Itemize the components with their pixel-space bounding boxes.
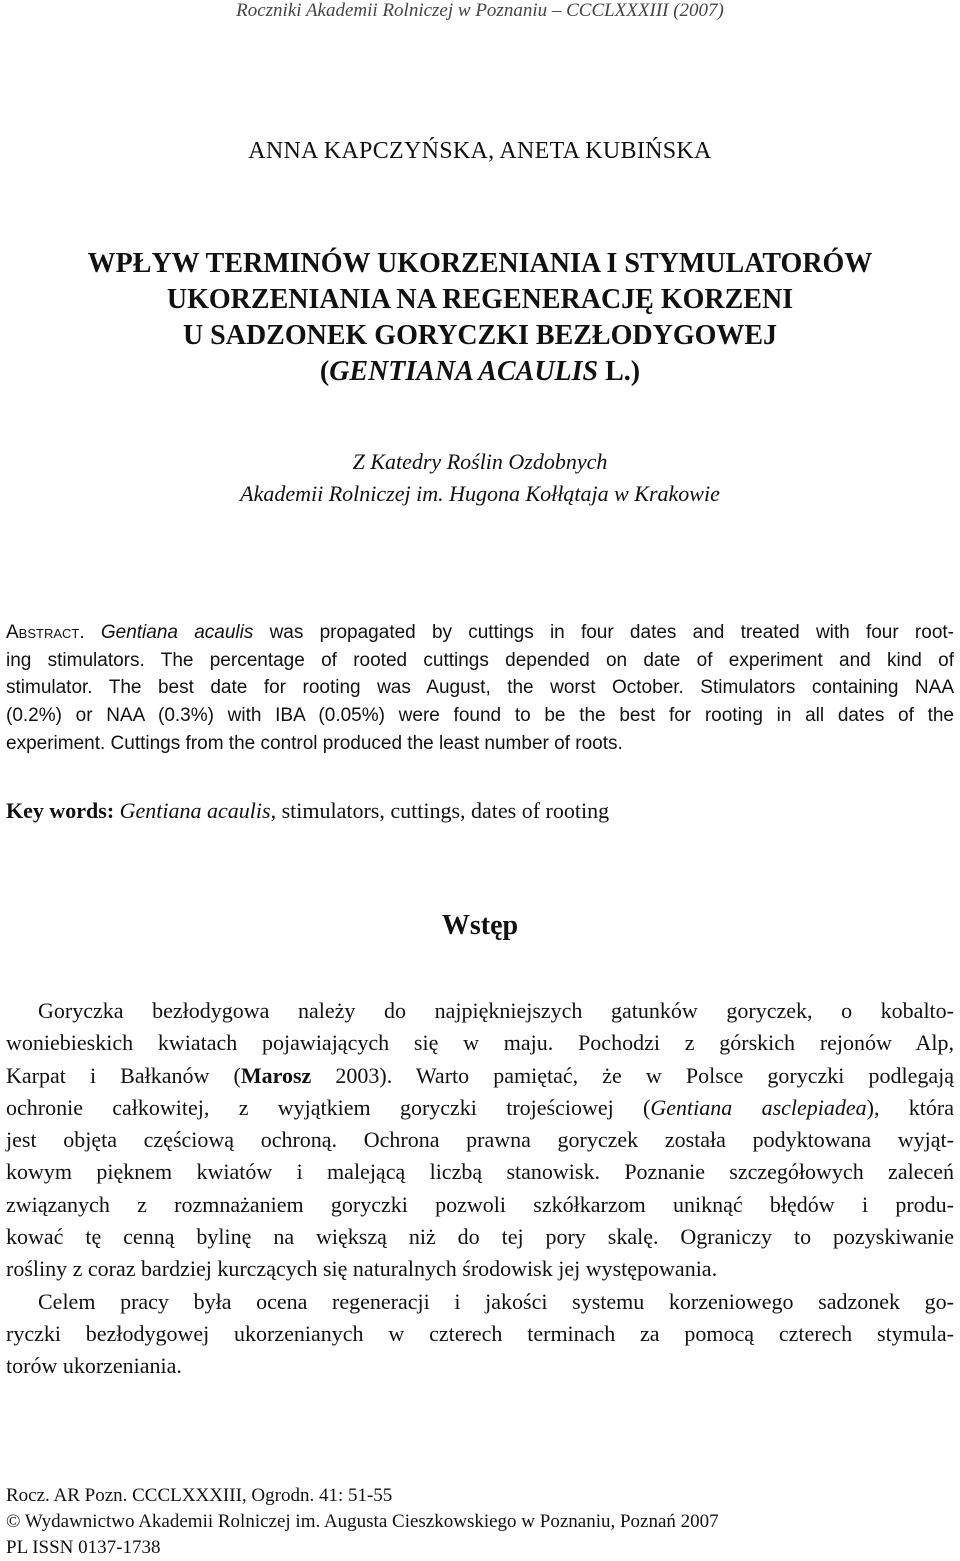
title-paren-close: L.) (598, 356, 641, 387)
abstract-line-4: (0.2%) or NAA (0.3%) with IBA (0.05%) were found to be the best for rooting in all dates of the (6, 705, 954, 727)
footer-issn: PL ISSN 0137-1738 (6, 1537, 161, 1558)
affiliation (0, 446, 960, 510)
citation-author: Marosz (240, 1062, 312, 1088)
keywords-label: Key words: (6, 798, 115, 823)
intro-line-6: kowym pięknem kwiatów i malejącą liczbą stanowisk. Poznanie szczegółowych zaleceń (6, 1159, 954, 1185)
intro-body (6, 995, 954, 1383)
title-line-4 (0, 354, 960, 390)
intro-line-4-c: ), która (866, 1094, 954, 1120)
abstract-line-1 (6, 619, 954, 647)
title-paren-open: ( (319, 356, 330, 387)
abstract-label: Abstract. (6, 622, 85, 643)
affiliation-line-2: Akademii Rolniczej im. Hugona Kołłątaja w Krakowie (240, 481, 720, 506)
authors: ANNA KAPCZYŃSKA, ANETA KUBIŃSKA (248, 138, 712, 164)
intro-line-3-a: Karpat i Bałkanów ( (6, 1062, 241, 1088)
running-header: Roczniki Akademii Rolniczej w Poznaniu – CCCLXXXIII (2007) (236, 0, 724, 21)
footer-citation: Rocz. AR Pozn. CCCLXXXIII, Ogrodn. 41: 51-55 (6, 1485, 393, 1506)
keywords (6, 798, 954, 824)
title-line-2: UKORZENIANIA NA REGENERACJĘ KORZENI (166, 284, 794, 315)
abstract-line-1-rest: was propagated by cuttings in four dates and treated with four root- (253, 622, 954, 643)
section-heading-intro: Wstęp (441, 910, 519, 941)
intro-line-8: kować tę cenną bylinę na większą niż do tej pory skalę. Ograniczy to pozyskiwanie (6, 1224, 954, 1250)
title-line-3: U SADZONEK GORYCZKI BEZŁODYGOWEJ (182, 320, 778, 351)
keywords-species: Gentiana acaulis (119, 798, 271, 823)
intro-line-1: Goryczka bezłodygowa należy do najpiękniejszych gatunków goryczek, o kobalto- (38, 998, 954, 1023)
footer (6, 1483, 954, 1561)
affiliation-line-1: Z Katedry Roślin Ozdobnych (352, 449, 608, 474)
article-title (0, 246, 960, 390)
intro-line-4-a: ochronie całkowitej, z wyjątkiem goryczki trojeściowej ( (6, 1094, 651, 1120)
intro-line-3-c: 2003). Warto pamiętać, że w Polsce goryczki podlegają (311, 1062, 954, 1088)
intro-line-7: związanych z rozmnażaniem goryczki pozwoli szkółkarzom uniknąć błędów i produ- (6, 1191, 954, 1217)
abstract-species: Gentiana acaulis (100, 622, 254, 643)
intro-line-2: woniebieskich kwiatach pojawiających się w maju. Pochodzi z górskich rejonów Alp, (6, 1030, 954, 1056)
intro-line-12: torów ukorzeniania. (6, 1353, 182, 1379)
intro-line-5: jest objęta częściową ochroną. Ochrona prawna goryczek została podyktowana wyjąt- (6, 1127, 954, 1153)
title-line-1: WPŁYW TERMINÓW UKORZENIANIA I STYMULATORÓW (87, 248, 873, 279)
intro-line-3 (6, 1060, 954, 1092)
keywords-rest: , stimulators, cuttings, dates of rooting (270, 798, 610, 823)
abstract-line-2: ing stimulators. The percentage of rooted cuttings depended on date of experiment and kind of (6, 649, 954, 671)
intro-species: Gentiana asclepiadea (650, 1094, 867, 1120)
title-species: GENTIANA ACAULIS (329, 356, 599, 387)
intro-line-9: rośliny z coraz bardziej kurczących się naturalnych środowisk jej występowania. (6, 1256, 718, 1282)
footer-copyright: © Wydawnictwo Akademii Rolniczej im. Augusta Cieszkowskiego w Poznaniu, Poznań 2007 (6, 1511, 719, 1532)
intro-line-10: Celem pracy była ocena regeneracji i jakości systemu korzeniowego sadzonek go- (38, 1288, 954, 1314)
intro-line-11: ryczki bezłodygowej ukorzenianych w czterech terminach za pomocą czterech stymula- (6, 1320, 954, 1346)
abstract (6, 619, 954, 758)
abstract-line-5: experiment. Cuttings from the control produced the least number of roots. (6, 732, 623, 754)
intro-line-4 (6, 1092, 954, 1124)
abstract-line-3: stimulator. The best date for rooting was August, the worst October. Stimulators containing NAA (6, 677, 954, 699)
